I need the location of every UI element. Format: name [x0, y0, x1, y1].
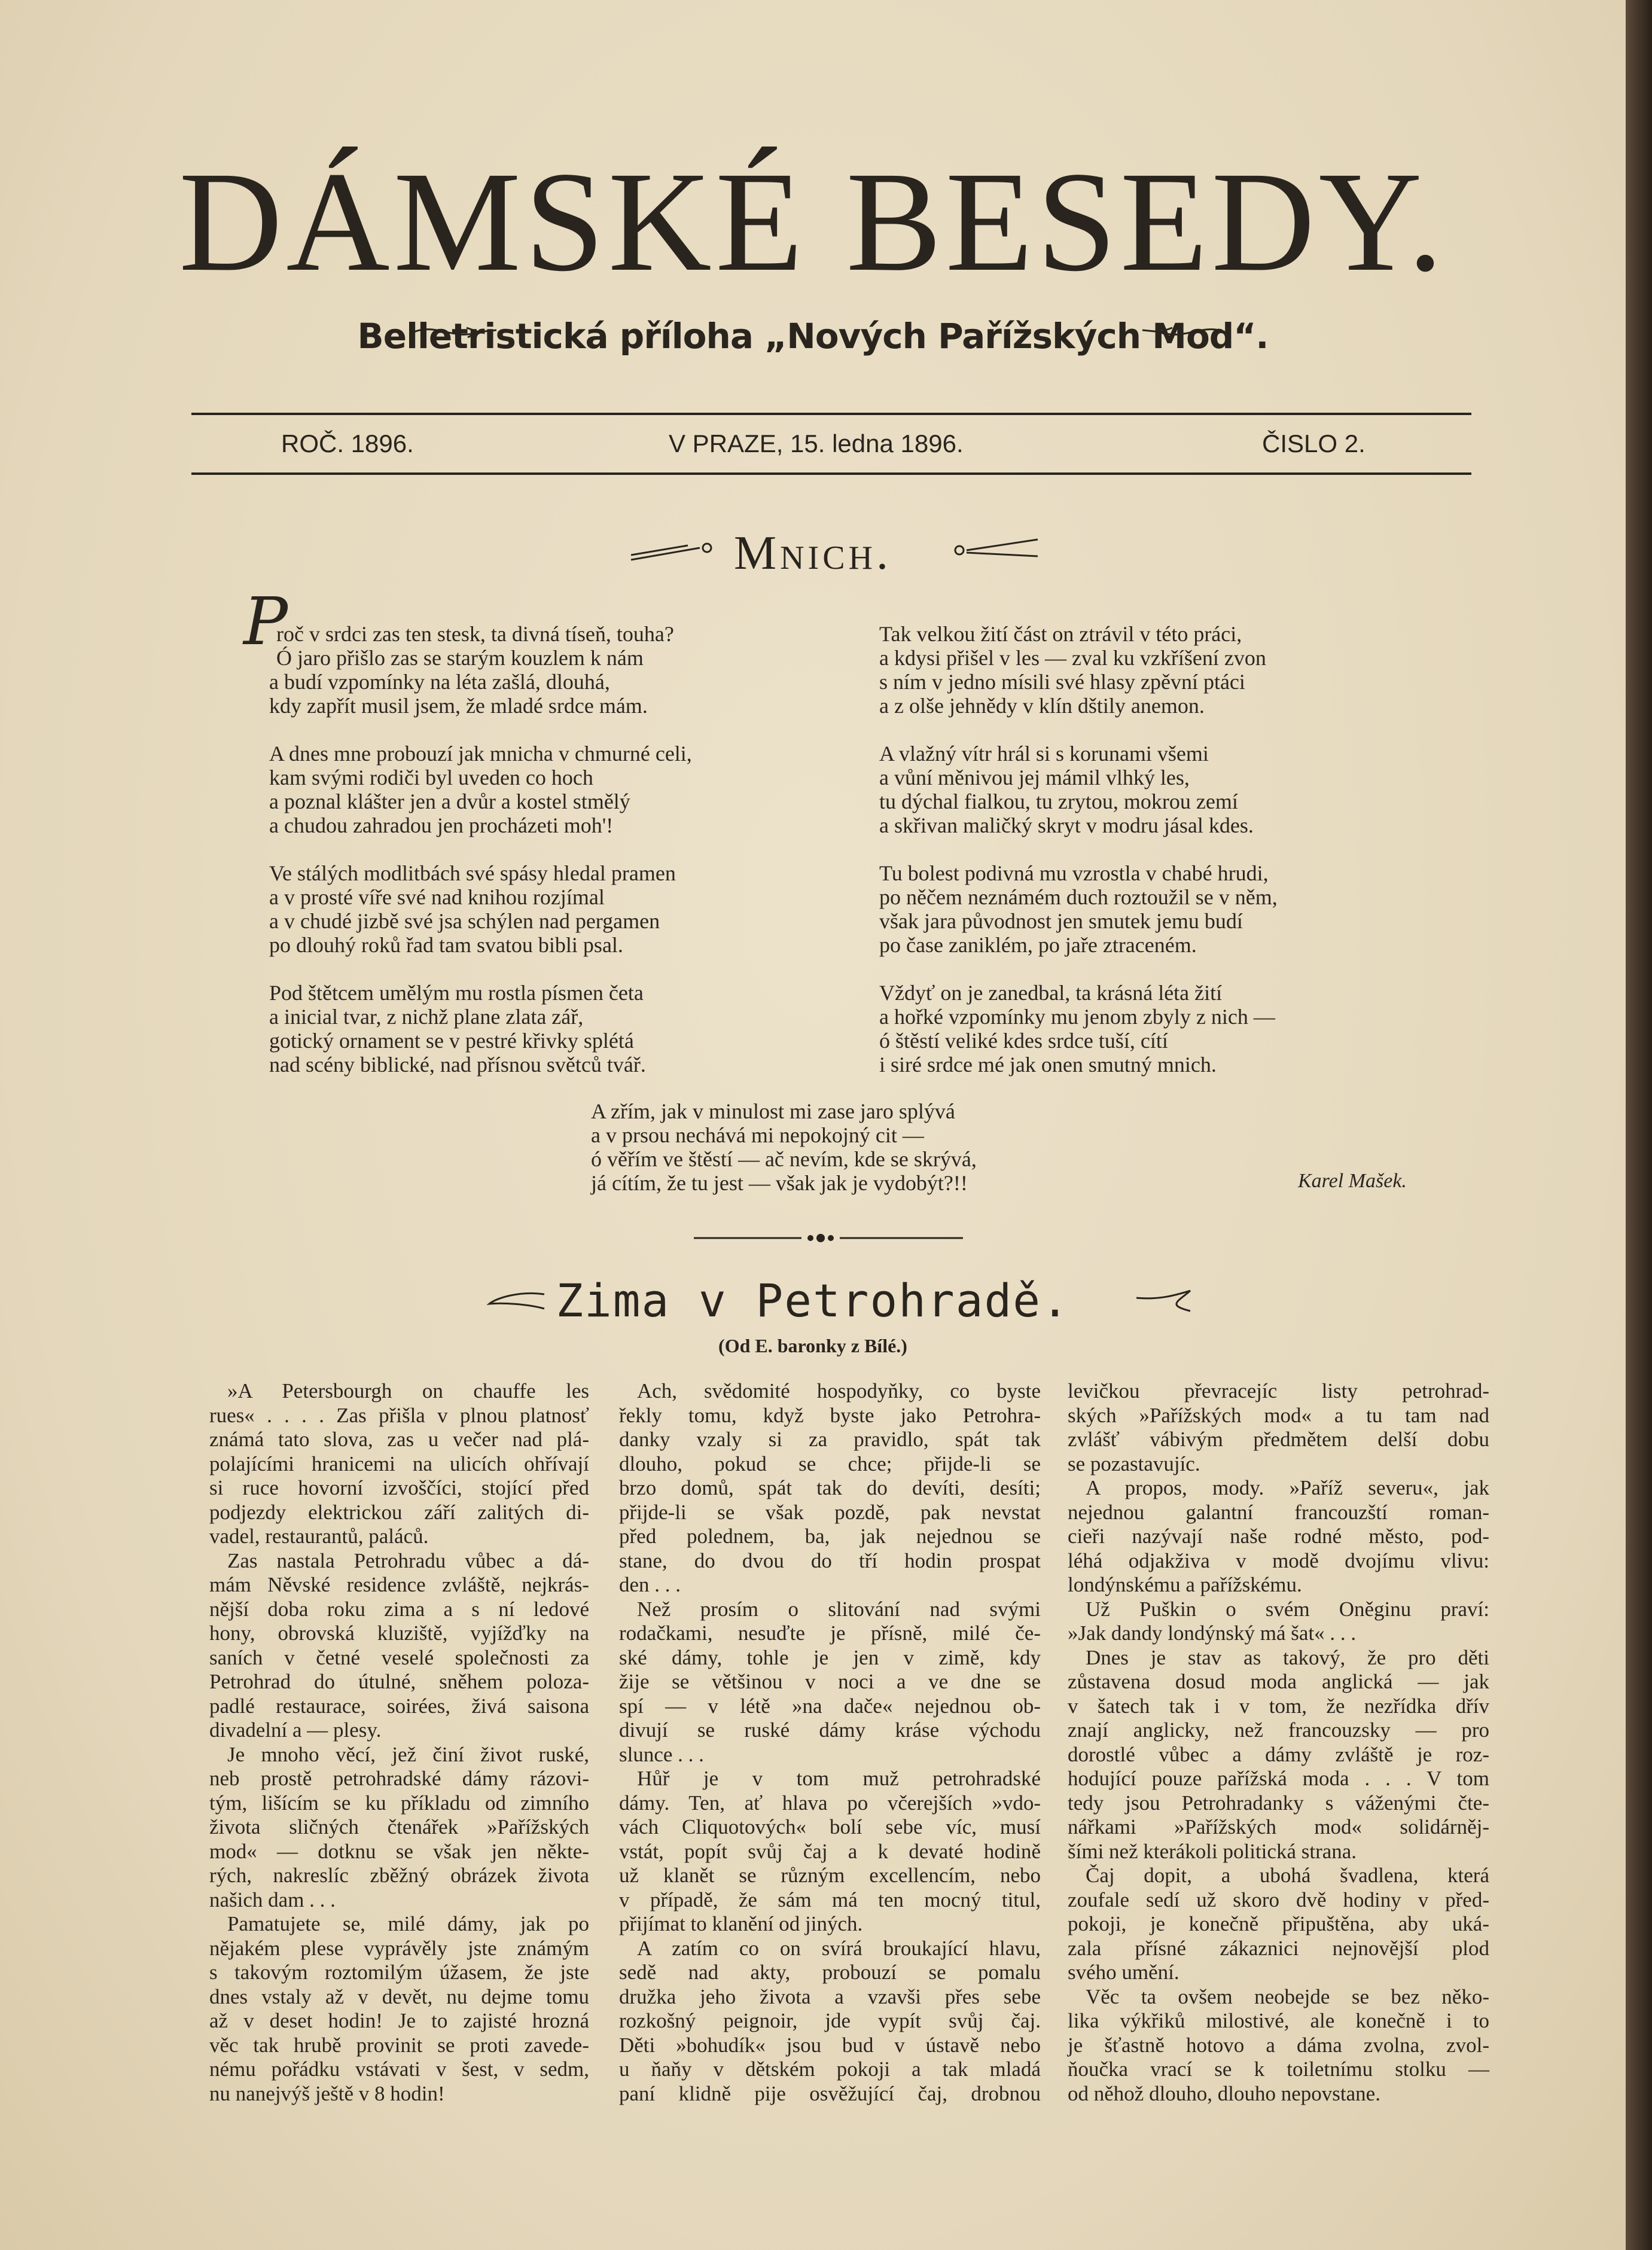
article-byline: (Od E. baronky z Bílé.) [718, 1335, 907, 1356]
masthead-title: DÁMSKÉ BESEDY. [179, 142, 1447, 301]
poem-line: Pod štětcem umělým mu rostla písmen četa [269, 981, 644, 1005]
article-line: brzo domů, spát tak do devíti, desíti; [619, 1476, 1041, 1499]
article-line: mám Něvské residence zvláště, nejkrás- [209, 1573, 589, 1596]
article-line: dnes vstaly až v devět, nu dejme tomu [209, 1984, 589, 2008]
article-line: polajícími hranicemi na ulicích ohřívají [209, 1452, 589, 1475]
article-line: až v deset hodin! Je to zajisté hrozná [209, 2009, 589, 2032]
poem-author: Karel Mašek. [1298, 1170, 1407, 1192]
article-line: neb prostě petrohradské dámy rázovi- [209, 1767, 589, 1790]
article-line: rých, nakreslíc zběžný obrázek života [209, 1864, 589, 1887]
article-line: »A Petersbourgh on chauffe les [227, 1379, 589, 1403]
article-line: A zatím co on svírá broukající hlavu, [637, 1936, 1041, 1960]
article-line: vstát, popít svůj čaj a k devaté hodině [619, 1839, 1041, 1863]
article-line: ské dámy, tohle je jen v zimě, kdy [619, 1645, 1041, 1669]
article-line: Zas nastala Petrohradu vůbec a dá- [227, 1548, 589, 1572]
poem-line: a poznal klášter jen a dvůr a kostel stmělý [269, 789, 630, 813]
poem-line: s ním v jedno mísili své hlasy zpěvní ptáci [879, 670, 1245, 694]
poem-line: a v prsou nechává mi nepokojný cit — [591, 1123, 924, 1147]
poem-line: i siré srdce mé jak onen smutný mnich. [879, 1053, 1217, 1077]
poem-line: gotický ornament se v pestré křivky splétá [269, 1029, 634, 1053]
article-line: pokoji, je konečně připuštěna, aby uká- [1068, 1912, 1489, 1935]
poem-line: a vůní měnivou jej mámil vlhký les, [879, 766, 1190, 789]
article-line: saních v četné veselé společnosti za [209, 1645, 589, 1669]
poem-line: a hořké vzpomínky mu jenom zbyly z nich — [879, 1005, 1275, 1029]
poem-line: po čase zaniklém, po jaře ztraceném. [879, 933, 1197, 957]
article-line: Děti »bohudík« jsou bud v ústavě nebo [619, 2033, 1041, 2057]
poem-title: Mnich. [733, 527, 892, 580]
article-line: padlé restaurace, soirées, živá saisona [209, 1694, 589, 1718]
article-line: cieři nazývají naše rodné město, pod- [1068, 1525, 1489, 1548]
article-line: Je mnoho věcí, jež činí život ruské, [227, 1742, 589, 1766]
article-line: svého umění. [1068, 1961, 1179, 1984]
poem-right-column [879, 622, 1278, 1100]
article-line: vách Cliquotových« bolí sebe víc, musí [619, 1815, 1041, 1839]
article-line: tým, lišícím se ku příkladu od zimního [209, 1791, 589, 1815]
article-line: podjezdy elektrickou září zalitých di- [209, 1500, 589, 1524]
article-line: nější doba roku zima a s ní ledové [209, 1597, 589, 1621]
article-line: »Jak dandy londýnský má šat« . . . [1068, 1621, 1357, 1645]
article-line: našich dam . . . [209, 1888, 336, 1911]
article-line: danky vzaly si za pravidlo, spát tak [619, 1428, 1041, 1451]
article-line: hodující pouze pařížská moda . . . V tom [1068, 1767, 1489, 1790]
article-line: levičkou převracejíc listy petrohrad- [1068, 1379, 1489, 1403]
article-line: s takovým roztomilým úžasem, že jste [209, 1961, 589, 1984]
article-line: řekly tomu, když byste jako Petrohra- [619, 1403, 1041, 1427]
header-rule-bottom [191, 472, 1471, 475]
article-line: zůstavena dosud moda anglická — jak [1068, 1670, 1489, 1693]
article-line: lika výkřiků milostivé, ale konečně i to [1068, 2009, 1489, 2032]
poem-line: po dlouhý roků řad tam svatou bibli psal. [269, 933, 623, 957]
article-line: ských »Pařížských mod« a tu tam nad [1068, 1403, 1489, 1427]
article-line: v případě, že sám má ten mocný titul, [619, 1888, 1041, 1911]
article-line: nářkami »Pařížských mod« solidárněj- [1068, 1815, 1489, 1839]
article-line: je šťastně hotovo a dáma zvolna, zvol- [1068, 2033, 1489, 2057]
article-line: nu nanejvýš ještě v 8 hodin! [209, 2081, 445, 2105]
poem-line: kdy zapřít musil jsem, že mladé srdce mám. [269, 694, 648, 718]
article-line: Hůř je v tom muž petrohradské [637, 1767, 1041, 1790]
article-column-3 [1068, 1379, 1489, 2106]
article-line: spí — v létě »na dače« nejednou ob- [619, 1694, 1041, 1718]
poem-stanza [269, 981, 692, 1077]
poem-title-right-ornament [951, 535, 1041, 565]
article-line: Ach, svědomité hospodyňky, co byste [637, 1379, 1041, 1403]
article-line: A propos, mody. »Paříž severu«, jak [1086, 1476, 1489, 1499]
issue-year: ROČ. 1896. [281, 429, 414, 458]
poem-stanza [269, 861, 692, 957]
article-line: tedy jsou Petrohradanky s váženými čte- [1068, 1791, 1489, 1815]
article-column-2 [619, 1379, 1041, 2106]
poem-line: nad scény biblické, nad přísnou světců tvář. [269, 1053, 646, 1077]
poem-line: a inicial tvar, z nichž plane zlata zář, [269, 1005, 584, 1029]
article-line: mod« — dotknu se však jen někte- [209, 1839, 589, 1863]
poem-final-stanza [591, 1099, 977, 1195]
article-line: znají anglicky, než francouzsky — pro [1068, 1718, 1489, 1742]
poem-line: kam svými rodiči byl uveden co hoch [269, 766, 593, 789]
article-line: divadelní a — plesy. [209, 1718, 382, 1742]
poem-line: Vždyť on je zanedbal, ta krásná léta žití [879, 981, 1223, 1005]
poem-line: A vlažný vítr hrál si s korunami všemi [879, 742, 1209, 766]
article-line: života sličných čtenářek »Pařížských [209, 1815, 589, 1839]
article-line: paní klidně pije osvěžující čaj, drobnou [619, 2081, 1041, 2105]
article-line: si ruce hovorní izvoščíci, stojící před [209, 1476, 589, 1499]
article-line: den . . . [619, 1573, 681, 1596]
article-title-right-ornament [1130, 1286, 1196, 1316]
article-column-1 [209, 1379, 589, 2106]
poem-line: a skřivan maličký skryt v modru jásal kdes. [879, 813, 1254, 837]
poem-line: roč v srdci zas ten stesk, ta divná tíseň, touha? [276, 622, 674, 646]
article-line: londýnskému a pařížskému. [1068, 1573, 1302, 1596]
section-divider-ornament [694, 1232, 963, 1244]
article-line: dlouho, pokud se chce; přijde-li se [619, 1452, 1041, 1475]
article-line: v šatech tak i v tom, že nezřídka dřív [1068, 1694, 1489, 1718]
article-line: divují se ruské dámy kráse východu [619, 1718, 1041, 1742]
issue-number: ČISLO 2. [1262, 429, 1366, 458]
article-line: slunce . . . [619, 1742, 704, 1766]
article-line: zoufale sedí už skoro dvě hodiny v před- [1068, 1888, 1489, 1911]
poem-line: však jara původnost jen smutek jemu budí [879, 909, 1243, 933]
article-line: u ňaňy v dětském pokoji a tak mladá [619, 2057, 1041, 2081]
article-line: sedě nad akty, probouzí se pomalu [619, 1961, 1041, 1984]
poem-line: Tak velkou žití část on ztrávil v této práci, [879, 622, 1242, 646]
article-line: Pamatujete se, milé dámy, jak po [227, 1912, 589, 1935]
article-line: družka jeho života a vzavši přes sebe [619, 1984, 1041, 2008]
article-line: Než prosím o slitování nad svými [637, 1597, 1041, 1621]
poem-stanza [879, 861, 1278, 957]
poem-line: ó věřím ve štěstí — ač nevím, kde se skrývá, [591, 1147, 977, 1171]
poem-left-column [269, 622, 692, 1100]
article-line: dámy. Ten, ať hlava po včerejších »vdo- [619, 1791, 1041, 1815]
article-line: Věc ta ovšem neobejde se bez něko- [1086, 1984, 1489, 2008]
article-line: Čaj dopit, a ubohá švadlena, která [1086, 1864, 1489, 1887]
book-spine-edge [1626, 0, 1652, 2250]
article-line: Už Puškin o svém Oněginu praví: [1086, 1597, 1489, 1621]
article-line: před polednem, ba, jak nejednou se [619, 1525, 1041, 1548]
poem-stanza [879, 742, 1278, 837]
article-line: přijde-li se však pozdě, pak nevstat [619, 1500, 1041, 1524]
header-rule-top [191, 413, 1471, 415]
poem-line: Tu bolest podivná mu vzrostla v chabé hrudi, [879, 861, 1269, 885]
article-line: šími než kterákoli politická strana. [1068, 1839, 1357, 1863]
article-line: dorostlé vůbec a dámy zvláště je roz- [1068, 1742, 1489, 1766]
poem-line: a chudou zahradou jen procházeti moh'! [269, 813, 614, 837]
issue-place-date: V PRAZE, 15. ledna 1896. [669, 429, 964, 458]
poem-line: a v prosté víře své nad knihou rozjímal [269, 885, 605, 909]
article-line: ňoučka vrací se k toiletnímu stolku — [1068, 2057, 1489, 2081]
article-line: rodačkami, nesuďte je přísně, milé če- [619, 1621, 1041, 1645]
article-line: nejednou galantní francouzští roman- [1068, 1500, 1489, 1524]
poem-line: a z olše jehnědy v klín dštily anemon. [879, 694, 1205, 718]
article-line: rozkošný peignoir, jde vypít svůj čaj. [619, 2009, 1041, 2032]
article-line: nému pořádku vstávati v šest, v sedm, [209, 2057, 589, 2081]
poem-line: po něčem neznámém duch roztoužil se v něm, [879, 885, 1278, 909]
poem-line: A zřím, jak v minulost mi zase jaro splývá [591, 1099, 955, 1123]
poem-line: já cítím, že tu jest — však jak je vydobýt?!! [591, 1171, 968, 1195]
poem-stanza [269, 622, 692, 718]
poem-dropcap: P [243, 583, 288, 660]
article-line: zvlášť vábivým předmětem delší dobu [1068, 1428, 1489, 1451]
article-line: přijímat to klanění od jiných. [619, 1912, 863, 1935]
poem-line: A dnes mne probouzí jak mnicha v chmurné celi, [269, 742, 692, 766]
article-line: Petrohrad do útulné, sněhem poloza- [209, 1670, 589, 1693]
poem-stanza [269, 742, 692, 837]
article-line: léhá odjakživa v modě dvojímu vlivu: [1068, 1548, 1489, 1572]
article-line: hony, obrovská kluziště, vyjížďky na [209, 1621, 589, 1645]
poem-line: Ve stálých modlitbách své spásy hledal pramen [269, 861, 676, 885]
poem-line: a budí vzpomínky na léta zašlá, dlouhá, [269, 670, 610, 694]
article-line: od něhož dlouho, dlouho nepovstane. [1068, 2081, 1380, 2105]
poem-line: Ó jaro přišlo zas se starým kouzlem k nám [276, 646, 644, 670]
article-line: Dnes je stav as takový, že pro děti [1086, 1645, 1489, 1669]
poem-line: a kdysi přišel v les — zval ku vzkříšení zvon [879, 646, 1266, 670]
poem-line: ó štěstí veliké kdes srdce tuší, cítí [879, 1029, 1168, 1053]
article-line: vadel, restaurantů, paláců. [209, 1525, 429, 1548]
article-line: známá tato slova, zas u večer nad plá- [209, 1428, 589, 1451]
article-line: už klanět se různým excellencím, nebo [619, 1864, 1041, 1887]
article-line: žije se většinou v noci a ve dne se [619, 1670, 1041, 1693]
issue-info-row [281, 429, 1418, 465]
article-line: rues« . . . . Zas přišla v plnou platnosť [209, 1403, 589, 1427]
masthead-subtitle: Belletristická příloha „Nových Pařížských Mod“. [357, 316, 1269, 356]
poem-line: a v chudé jizbě své jsa schýlen nad pergamen [269, 909, 660, 933]
article-line: věc tak hrubě provinit se proti zavede- [209, 2033, 589, 2057]
poem-stanza [879, 622, 1278, 718]
ornament-right-swirl [1136, 317, 1226, 347]
article-line: nějakém plese vyprávěly jste známým [209, 1936, 589, 1960]
article-title: Zima v Petrohradě. [556, 1274, 1070, 1327]
article-line: zala přísné zákaznici nejnovější plod [1068, 1936, 1489, 1960]
poem-line: tu dýchal fialkou, tu zrytou, mokrou zemí [879, 789, 1238, 813]
article-line: se pozastavujíc. [1068, 1452, 1200, 1475]
article-line: stane, do dvou do tří hodin prospat [619, 1548, 1041, 1572]
poem-stanza [879, 981, 1278, 1077]
